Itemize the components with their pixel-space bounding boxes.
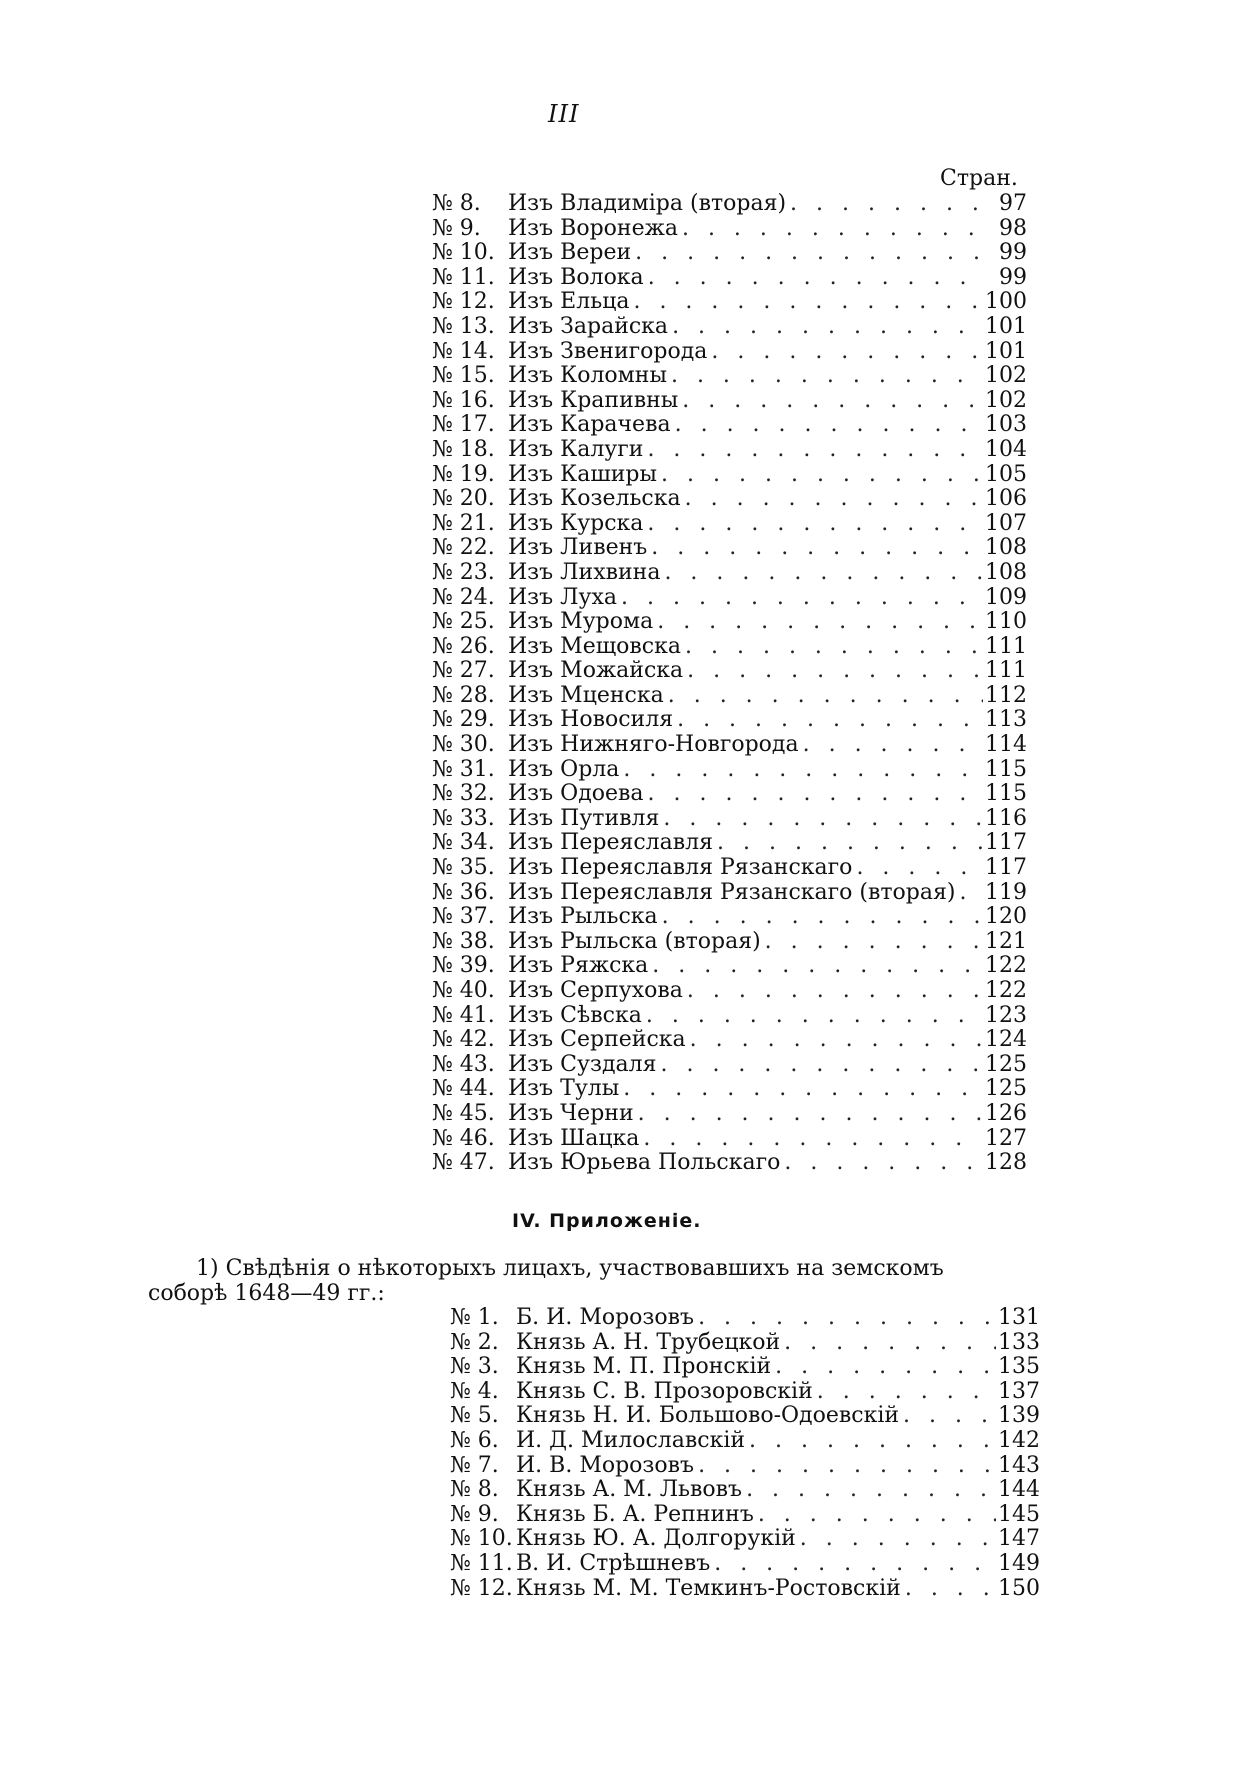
entry-title: Изъ Серпейска: [508, 1027, 686, 1053]
entry-page: 131: [998, 1305, 1040, 1330]
page-number: III: [548, 100, 580, 128]
dot-leader: [658, 905, 983, 930]
entry-title: Изъ Переяславля: [508, 830, 714, 856]
entry-title: Изъ Переяславля Рязанскаго (вторая): [508, 879, 956, 905]
entry-number: № 29.: [432, 707, 495, 733]
entry-number: № 30.: [432, 732, 495, 758]
toc-entry: [432, 610, 1027, 635]
entry-page: 105: [985, 461, 1027, 487]
entry-page: 143: [998, 1452, 1040, 1478]
entry-title: Изъ Ельца: [508, 289, 630, 315]
entry-number: № 9.: [450, 1501, 499, 1527]
entry-number: № 41.: [432, 1002, 495, 1028]
entry-number: № 12.: [432, 289, 495, 315]
entry-number: № 6.: [450, 1427, 499, 1453]
dot-leader: [671, 413, 983, 438]
toc-entry: [432, 758, 1027, 783]
entry-number: № 26.: [432, 633, 495, 659]
entry-title: Изъ Орла: [508, 756, 620, 782]
entry-page: 108: [985, 535, 1027, 561]
entry-number: № 25.: [432, 609, 495, 635]
toc-entry: [432, 1004, 1027, 1029]
dot-leader: [678, 217, 983, 242]
entry-page: 102: [985, 387, 1027, 413]
entry-title: В. И. Стрѣшневъ: [516, 1550, 711, 1576]
entry-page: 111: [985, 658, 1027, 684]
entry-title: Изъ Калуги: [508, 436, 644, 462]
entry-number: № 15.: [432, 363, 495, 389]
entry-number: № 20.: [432, 486, 495, 512]
entry-number: № 17.: [432, 412, 495, 438]
toc-entry: [432, 733, 1027, 758]
entry-number: № 46.: [432, 1125, 495, 1151]
toc-entry: [432, 389, 1027, 414]
dot-leader: [657, 463, 983, 488]
dot-leader: [619, 758, 983, 783]
entry-page: 119: [985, 879, 1027, 905]
entry-title: Изъ Одоева: [508, 781, 644, 807]
entry-title: Изъ Путивля: [508, 805, 660, 831]
entry-title: Изъ Луха: [508, 584, 618, 610]
toc-entry: [432, 315, 1027, 340]
toc-entry: [432, 635, 1027, 660]
dot-leader: [668, 315, 983, 340]
entry-page: 99: [999, 264, 1027, 290]
dot-leader: [799, 733, 983, 758]
entry-number: № 43.: [432, 1051, 495, 1077]
entry-number: № 39.: [432, 953, 495, 979]
appendix-intro: [148, 1256, 1028, 1306]
entry-number: № 9.: [432, 215, 481, 241]
entry-number: № 47.: [432, 1150, 495, 1176]
entry-title: Изъ Воронежа: [508, 215, 678, 241]
entry-number: № 27.: [432, 658, 495, 684]
entry-number: № 16.: [432, 387, 495, 413]
dot-leader: [656, 1053, 983, 1078]
entry-title: Изъ Звенигорода: [508, 338, 708, 364]
toc-entry: [432, 708, 1027, 733]
appendix-intro-line: соборѣ 1648—49 гг.:: [148, 1281, 385, 1306]
dot-leader: [754, 1503, 996, 1528]
dot-leader: [664, 684, 983, 709]
entry-page: 122: [985, 953, 1027, 979]
entry-title: Изъ Коломны: [508, 363, 667, 389]
entry-title: Князь М. М. Темкинъ-Ростовскій: [516, 1575, 901, 1601]
entry-title: Изъ Черни: [508, 1100, 634, 1126]
entry-page: 150: [998, 1575, 1040, 1601]
appendix-entry: [450, 1331, 1040, 1356]
entry-title: И. В. Морозовъ: [516, 1452, 695, 1478]
entry-page: 135: [998, 1354, 1040, 1380]
toc-entry: [432, 1151, 1027, 1176]
dot-leader: [639, 1127, 983, 1152]
entry-number: № 4.: [450, 1378, 499, 1404]
dot-leader: [899, 1404, 996, 1429]
toc-entry: [432, 586, 1027, 611]
entry-number: № 23.: [432, 559, 495, 585]
entry-number: № 32.: [432, 781, 495, 807]
entry-page: 121: [985, 928, 1027, 954]
entry-title: Князь С. В. Прозоровскій: [516, 1378, 813, 1404]
toc-entry: [432, 954, 1027, 979]
toc-entry: [432, 192, 1027, 217]
toc-entry: [432, 290, 1027, 315]
entry-title: Изъ Мценска: [508, 682, 664, 708]
entry-page: 117: [985, 830, 1027, 856]
entry-title: Изъ Сѣвска: [508, 1002, 642, 1028]
dot-leader: [631, 241, 983, 266]
appendix-entry: [450, 1577, 1040, 1602]
entry-page: 109: [985, 584, 1027, 610]
entry-title: Изъ Нижняго-Новгорода: [508, 732, 799, 758]
page-column-header: Стран.: [940, 166, 1018, 191]
entry-title: Изъ Козельска: [508, 486, 681, 512]
toc-entry: [432, 881, 1027, 906]
entry-number: № 31.: [432, 756, 495, 782]
dot-leader: [780, 1151, 983, 1176]
entry-page: 147: [998, 1526, 1040, 1552]
entry-page: 102: [985, 363, 1027, 389]
entry-title: Изъ Юрьева Польскаго: [508, 1150, 781, 1176]
entry-title: Изъ Карачева: [508, 412, 671, 438]
dot-leader: [642, 1004, 983, 1029]
entry-number: № 22.: [432, 535, 495, 561]
entry-page: 107: [985, 510, 1027, 536]
toc-entry: [432, 905, 1027, 930]
dot-leader: [660, 561, 983, 586]
entry-title: Князь А. Н. Трубецкой: [516, 1329, 781, 1355]
entry-number: № 1.: [450, 1305, 499, 1330]
toc-entry: [432, 364, 1027, 389]
entry-page: 115: [985, 756, 1027, 782]
entry-title: Изъ Зарайска: [508, 313, 669, 339]
toc-entry: [432, 930, 1027, 955]
entry-number: № 42.: [432, 1027, 495, 1053]
toc-list: [432, 192, 1027, 1176]
toc-entry: [432, 487, 1027, 512]
dot-leader: [745, 1429, 996, 1454]
dot-leader: [643, 512, 983, 537]
entry-page: 123: [985, 1002, 1027, 1028]
entry-title: Изъ Рыльска (вторая): [508, 928, 761, 954]
appendix-entry: [450, 1527, 1040, 1552]
entry-title: Князь А. М. Львовъ: [516, 1477, 743, 1503]
entry-page: 120: [985, 904, 1027, 930]
appendix-list: [450, 1306, 1040, 1601]
entry-page: 100: [985, 289, 1027, 315]
entry-number: № 44.: [432, 1076, 495, 1102]
dot-leader: [742, 1478, 996, 1503]
entry-number: № 13.: [432, 313, 495, 339]
toc-entry: [432, 1102, 1027, 1127]
entry-title: Изъ Крапивны: [508, 387, 679, 413]
entry-number: № 11.: [432, 264, 495, 290]
toc-entry: [432, 1077, 1027, 1102]
appendix-entry: [450, 1429, 1040, 1454]
dot-leader: [786, 192, 983, 217]
entry-number: № 3.: [450, 1354, 499, 1380]
entry-number: № 35.: [432, 855, 495, 881]
dot-leader: [694, 1454, 996, 1479]
entry-title: Б. И. Морозовъ: [516, 1305, 695, 1330]
toc-entry: [432, 536, 1027, 561]
entry-page: 101: [985, 338, 1027, 364]
entry-number: № 33.: [432, 805, 495, 831]
entry-page: 144: [998, 1477, 1040, 1503]
dot-leader: [796, 1527, 996, 1552]
toc-entry: [432, 217, 1027, 242]
toc-entry: [432, 463, 1027, 488]
entry-page: 110: [985, 609, 1027, 635]
dot-leader: [659, 807, 983, 832]
entry-page: 125: [985, 1076, 1027, 1102]
entry-page: 127: [985, 1125, 1027, 1151]
dot-leader: [955, 881, 983, 906]
entry-page: 113: [985, 707, 1027, 733]
entry-title: Изъ Можайска: [508, 658, 684, 684]
entry-title: Изъ Мурома: [508, 609, 654, 635]
entry-title: Изъ Переяславля Рязанскаго: [508, 855, 853, 881]
entry-number: № 28.: [432, 682, 495, 708]
entry-title: И. Д. Милославскій: [516, 1427, 746, 1453]
entry-page: 145: [998, 1501, 1040, 1527]
dot-leader: [710, 1552, 996, 1577]
dot-leader: [683, 659, 983, 684]
dot-leader: [686, 1028, 983, 1053]
entry-title: Изъ Волока: [508, 264, 644, 290]
dot-leader: [617, 586, 983, 611]
entry-title: Изъ Новосиля: [508, 707, 674, 733]
toc-entry: [432, 241, 1027, 266]
entry-title: Князь Ю. А. Долгорукій: [516, 1526, 796, 1552]
dot-leader: [771, 1355, 996, 1380]
entry-page: 112: [985, 682, 1027, 708]
appendix-entry: [450, 1503, 1040, 1528]
entry-number: № 19.: [432, 461, 495, 487]
entry-number: № 14.: [432, 338, 495, 364]
toc-entry: [432, 1127, 1027, 1152]
entry-title: Изъ Ливенъ: [508, 535, 648, 561]
toc-entry: [432, 438, 1027, 463]
toc-entry: [432, 340, 1027, 365]
appendix-intro-line: 1) Свѣдѣнія о нѣкоторыхъ лицахъ, участвовавшихъ на земскомъ: [196, 1256, 944, 1281]
dot-leader: [683, 979, 983, 1004]
entry-page: 99: [999, 240, 1027, 266]
appendix-entry: [450, 1404, 1040, 1429]
toc-entry: [432, 1053, 1027, 1078]
entry-number: № 10.: [432, 240, 495, 266]
entry-title: Князь М. П. Пронскій: [516, 1354, 772, 1380]
dot-leader: [813, 1380, 996, 1405]
entry-number: № 7.: [450, 1452, 499, 1478]
entry-number: № 8.: [450, 1477, 499, 1503]
entry-number: № 18.: [432, 436, 495, 462]
entry-title: Изъ Рыльска: [508, 904, 658, 930]
dot-leader: [643, 438, 983, 463]
dot-leader: [629, 290, 983, 315]
entry-page: 115: [985, 781, 1027, 807]
entry-number: № 38.: [432, 928, 495, 954]
appendix-entry: [450, 1478, 1040, 1503]
entry-page: 108: [985, 559, 1027, 585]
toc-entry: [432, 1028, 1027, 1053]
entry-number: № 2.: [450, 1329, 499, 1355]
entry-page: 133: [998, 1329, 1040, 1355]
dot-leader: [713, 831, 983, 856]
entry-title: Изъ Курска: [508, 510, 644, 536]
entry-number: № 45.: [432, 1100, 495, 1126]
dot-leader: [901, 1577, 996, 1602]
entry-page: 97: [999, 191, 1027, 216]
entry-title: Изъ Владиміра (вторая): [508, 191, 787, 216]
dot-leader: [634, 1102, 983, 1127]
toc-entry: [432, 413, 1027, 438]
toc-entry: [432, 684, 1027, 709]
toc-entry: [432, 782, 1027, 807]
entry-title: Изъ Ряжска: [508, 953, 649, 979]
entry-number: № 36.: [432, 879, 495, 905]
entry-page: 149: [998, 1550, 1040, 1576]
entry-page: 124: [985, 1027, 1027, 1053]
entry-title: Изъ Мещовска: [508, 633, 681, 659]
entry-page: 101: [985, 313, 1027, 339]
entry-title: Изъ Лихвина: [508, 559, 661, 585]
entry-page: 106: [985, 486, 1027, 512]
entry-number: № 10.: [450, 1526, 513, 1552]
appendix-entry: [450, 1454, 1040, 1479]
section-heading: IV. Приложеніе.: [512, 1210, 702, 1232]
toc-entry: [432, 807, 1027, 832]
toc-entry: [432, 561, 1027, 586]
entry-title: Изъ Каширы: [508, 461, 658, 487]
entry-number: № 21.: [432, 510, 495, 536]
entry-page: 122: [985, 978, 1027, 1003]
dot-leader: [681, 635, 983, 660]
entry-title: Изъ Тулы: [508, 1076, 620, 1102]
entry-title: Князь Б. А. Репнинъ: [516, 1501, 754, 1527]
entry-page: 104: [985, 436, 1027, 462]
dot-leader: [644, 782, 983, 807]
dot-leader: [673, 708, 983, 733]
entry-page: 126: [985, 1100, 1027, 1126]
entry-page: 128: [985, 1150, 1027, 1176]
dot-leader: [644, 266, 983, 291]
toc-entry: [432, 266, 1027, 291]
entry-page: 139: [998, 1403, 1040, 1429]
toc-entry: [432, 831, 1027, 856]
dot-leader: [681, 487, 983, 512]
toc-entry: [432, 659, 1027, 684]
entry-page: 137: [998, 1378, 1040, 1404]
toc-entry: [432, 979, 1027, 1004]
entry-page: 125: [985, 1051, 1027, 1077]
entry-number: № 40.: [432, 978, 495, 1003]
toc-entry: [432, 512, 1027, 537]
entry-title: Князь Н. И. Большово-Одоевскій: [516, 1403, 900, 1429]
dot-leader: [707, 340, 983, 365]
entry-title: Изъ Суздаля: [508, 1051, 657, 1077]
dot-leader: [780, 1331, 996, 1356]
appendix-entry: [450, 1355, 1040, 1380]
entry-number: № 12.: [450, 1575, 513, 1601]
toc-entry: [432, 856, 1027, 881]
entry-page: 103: [985, 412, 1027, 438]
dot-leader: [648, 954, 983, 979]
appendix-entry: [450, 1552, 1040, 1577]
entry-page: 98: [999, 215, 1027, 241]
appendix-entry: [450, 1380, 1040, 1405]
entry-page: 114: [985, 732, 1027, 758]
entry-title: Изъ Шацка: [508, 1125, 640, 1151]
entry-title: Изъ Вереи: [508, 240, 632, 266]
entry-page: 111: [985, 633, 1027, 659]
dot-leader: [678, 389, 983, 414]
dot-leader: [653, 610, 983, 635]
dot-leader: [619, 1077, 983, 1102]
dot-leader: [694, 1306, 996, 1331]
entry-page: 117: [985, 855, 1027, 881]
entry-number: № 24.: [432, 584, 495, 610]
entry-number: № 11.: [450, 1550, 513, 1576]
entry-title: Изъ Серпухова: [508, 978, 683, 1003]
entry-number: № 34.: [432, 830, 495, 856]
dot-leader: [761, 930, 983, 955]
dot-leader: [647, 536, 983, 561]
appendix-entry: [450, 1306, 1040, 1331]
entry-page: 142: [998, 1427, 1040, 1453]
dot-leader: [852, 856, 983, 881]
entry-number: № 37.: [432, 904, 495, 930]
entry-page: 116: [985, 805, 1027, 831]
entry-number: № 8.: [432, 191, 481, 216]
entry-number: № 5.: [450, 1403, 499, 1429]
dot-leader: [667, 364, 983, 389]
